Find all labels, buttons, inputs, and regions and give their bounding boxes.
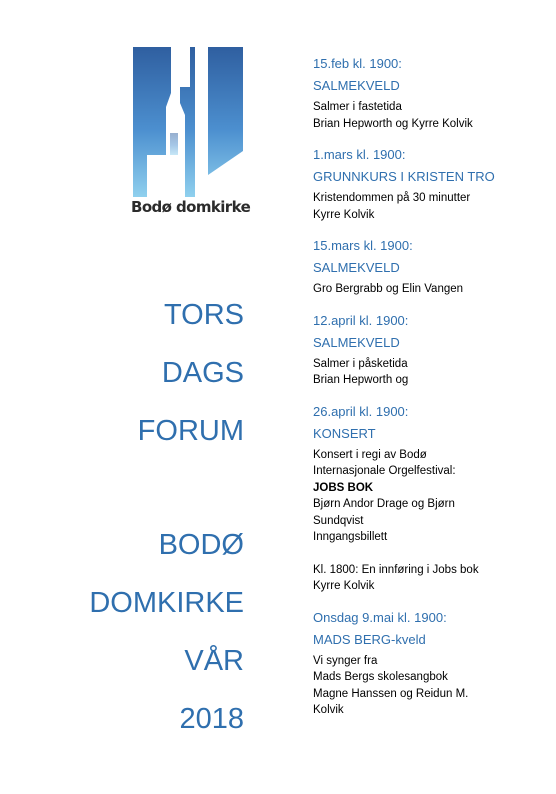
event-detail-line: Sundqvist: [313, 514, 364, 527]
event-item: [313, 147, 549, 223]
event-title: MADS BERG-kveld: [313, 631, 426, 647]
event-detail-line: Brian Hepworth og: [313, 374, 409, 386]
event-detail-line: Magne Hanssen og Reidun M.: [313, 687, 469, 700]
event-detail-line: JOBS BOK: [313, 481, 374, 494]
church-season-title: [44, 516, 244, 748]
event-title: GRUNNKURS I KRISTEN TRO: [313, 169, 495, 184]
event-item: [313, 56, 549, 132]
event-date: 15.feb kl. 1900:: [313, 56, 402, 71]
event-title: SALMEKVELD: [313, 78, 400, 93]
event-item: [313, 404, 549, 595]
event-detail-line: Kolvik: [313, 704, 344, 716]
event-date: Onsdag 9.mai kl. 1900:: [313, 609, 447, 625]
event-title: KONSERT: [313, 425, 376, 441]
forum-title-line: FORUM: [137, 415, 244, 447]
event-detail-line: Kyrre Kolvik: [313, 580, 375, 592]
event-detail-line: Bjørn Andor Drage og Bjørn: [313, 498, 455, 510]
event-detail-line: Mads Bergs skolesangbok: [313, 671, 448, 683]
event-item: [313, 313, 549, 389]
season-title-line: 2018: [179, 703, 244, 735]
event-date: 1.mars kl. 1900:: [313, 147, 406, 162]
event-detail-line: Inngangsbillett: [313, 531, 388, 543]
event-detail-line: Salmer i påsketida: [313, 357, 408, 370]
event-detail-line: Salmer i fastetida: [313, 101, 402, 113]
cathedral-tower-logo-icon: [133, 47, 243, 197]
event-detail-line: Kristendommen på 30 minutter: [313, 192, 471, 204]
event-date: 26.april kl. 1900:: [313, 403, 409, 419]
event-title: SALMEKVELD: [313, 334, 400, 350]
event-detail-line: Internasjonale Orgelfestival:: [313, 465, 456, 477]
forum-title-line: TORS: [163, 299, 244, 331]
season-title-line: DOMKIRKE: [89, 587, 244, 619]
event-detail-line: Konsert i regi av Bodø: [313, 448, 427, 461]
forum-title-line: DAGS: [161, 357, 244, 389]
event-detail-line: Kl. 1800: En innføring i Jobs bok: [313, 563, 479, 576]
event-item: [313, 238, 549, 298]
event-date: 12.april kl. 1900:: [313, 312, 409, 328]
event-list: [313, 56, 549, 734]
event-spacer: [313, 546, 549, 562]
event-detail-line: Kyrre Kolvik: [313, 208, 375, 221]
forum-title: [44, 286, 244, 460]
church-logo: [131, 47, 251, 222]
logo-caption: Bodø domkirke: [131, 198, 251, 216]
event-detail-line: Vi synger fra: [313, 654, 378, 667]
event-date: 15.mars kl. 1900:: [313, 238, 413, 253]
event-detail-line: Gro Bergrabb og Elin Vangen: [313, 283, 464, 295]
event-detail-line: Brian Hepworth og Kyrre Kolvik: [313, 117, 473, 130]
season-title-line: VÅR: [184, 645, 244, 677]
season-title-line: BODØ: [158, 529, 244, 561]
event-title: SALMEKVELD: [313, 260, 400, 275]
event-item: [313, 610, 549, 719]
